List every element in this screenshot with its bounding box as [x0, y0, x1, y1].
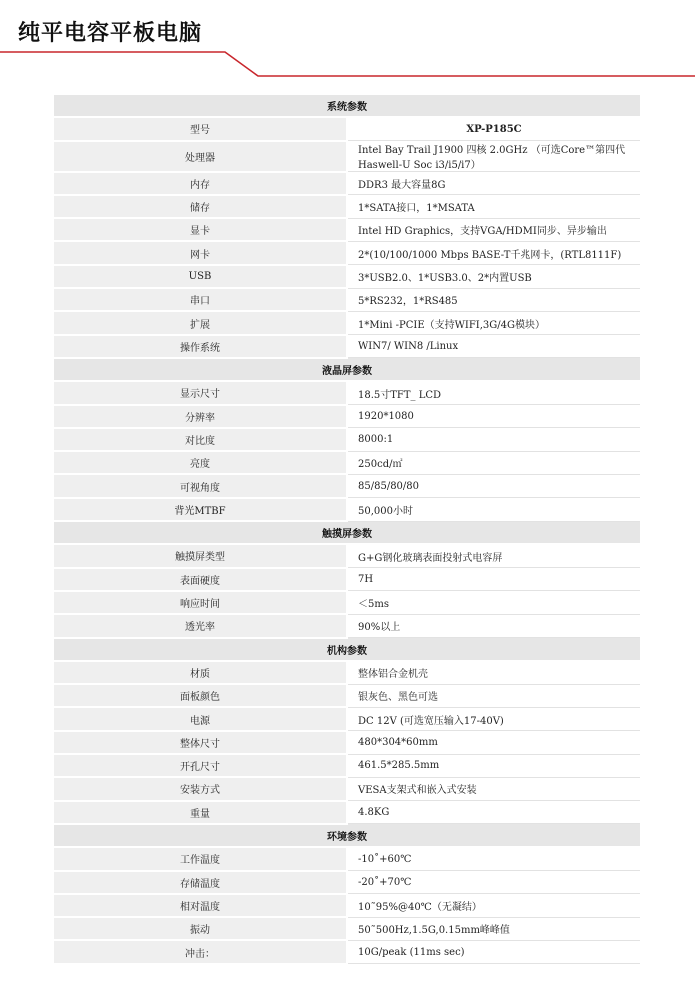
- spec-row: [54, 498, 640, 521]
- spec-row: [54, 265, 640, 288]
- spec-label: 响应时间: [54, 591, 347, 614]
- spec-value: 10G/peak (11ms sec): [347, 940, 640, 963]
- spec-value: 4.8KG: [347, 801, 640, 824]
- spec-value: DDR3 最大容量8G: [347, 172, 640, 195]
- spec-value: G+G钢化玻璃表面投射式电容屏: [347, 544, 640, 567]
- spec-row: [54, 801, 640, 824]
- spec-value: 7H: [347, 568, 640, 591]
- spec-value: 8000:1: [347, 428, 640, 451]
- spec-value: 90%以上: [347, 614, 640, 637]
- spec-value: 10˜95%@40℃（无凝结）: [347, 894, 640, 917]
- spec-label: 可视角度: [54, 474, 347, 497]
- spec-row: [54, 754, 640, 777]
- spec-row: [54, 172, 640, 195]
- spec-label: 储存: [54, 195, 347, 218]
- spec-value: Intel HD Graphics，支持VGA/HDMI同步、异步输出: [347, 218, 640, 241]
- section-header-row: [54, 521, 640, 544]
- spec-row: [54, 405, 640, 428]
- page-title: 纯平电容平板电脑: [18, 20, 203, 46]
- spec-row: [54, 451, 640, 474]
- spec-value: DC 12V (可选宽压输入17-40V): [347, 707, 640, 730]
- spec-row: [54, 195, 640, 218]
- spec-row: [54, 777, 640, 800]
- spec-row: [54, 591, 640, 614]
- spec-row: [54, 428, 640, 451]
- spec-label: 安装方式: [54, 777, 347, 800]
- spec-row: [54, 731, 640, 754]
- spec-value: VESA支架式和嵌入式安装: [347, 777, 640, 800]
- spec-label: 电源: [54, 707, 347, 730]
- spec-label: 扩展: [54, 311, 347, 334]
- spec-value: WIN7/ WIN8 /Linux: [347, 335, 640, 358]
- spec-row: [54, 474, 640, 497]
- spec-label: USB: [54, 265, 347, 288]
- spec-value: 1920*1080: [347, 405, 640, 428]
- spec-label: 材质: [54, 661, 347, 684]
- spec-label: 整体尺寸: [54, 731, 347, 754]
- spec-value: 整体铝合金机壳: [347, 661, 640, 684]
- spec-label: 相对温度: [54, 894, 347, 917]
- spec-row: [54, 311, 640, 334]
- section-heading: 机构参数: [54, 638, 640, 661]
- spec-row: [54, 940, 640, 963]
- spec-table: [54, 95, 640, 965]
- spec-row: [54, 218, 640, 241]
- section-heading: 液晶屏参数: [54, 358, 640, 381]
- spec-label: 型号: [54, 117, 347, 140]
- spec-label: 开孔尺寸: [54, 754, 347, 777]
- spec-row: [54, 917, 640, 940]
- spec-label: 处理器: [54, 141, 347, 172]
- spec-label: 工作温度: [54, 847, 347, 870]
- section-heading: 系统参数: [54, 95, 640, 117]
- section-header-row: [54, 358, 640, 381]
- spec-value: -20˚+70℃: [347, 871, 640, 894]
- spec-label: 网卡: [54, 241, 347, 264]
- spec-row: [54, 241, 640, 264]
- spec-row: [54, 847, 640, 870]
- spec-row: [54, 381, 640, 404]
- spec-label: 冲击：: [54, 940, 347, 963]
- spec-label: 表面硬度: [54, 568, 347, 591]
- spec-label: 显卡: [54, 218, 347, 241]
- spec-value: 1*SATA接口，1*MSATA: [347, 195, 640, 218]
- spec-label: 存储温度: [54, 871, 347, 894]
- spec-row: [54, 141, 640, 172]
- spec-row: [54, 544, 640, 567]
- spec-row: [54, 288, 640, 311]
- spec-value: Intel Bay Trail J1900 四核 2.0GHz （可选Core™第四代 Haswell-U Soc i3/i5/i7）: [347, 141, 640, 172]
- spec-value: -10˚+60℃: [347, 847, 640, 870]
- spec-label: 分辨率: [54, 405, 347, 428]
- spec-label: 显示尺寸: [54, 381, 347, 404]
- spec-label: 振动: [54, 917, 347, 940]
- section-heading: 环境参数: [54, 824, 640, 847]
- spec-label: 面板颜色: [54, 684, 347, 707]
- spec-value: 18.5寸TFT_ LCD: [347, 381, 640, 404]
- section-header-row: [54, 824, 640, 847]
- spec-row: [54, 117, 640, 140]
- spec-value: 1*Mini -PCIE（支持WIFI,3G/4G模块）: [347, 311, 640, 334]
- spec-row: [54, 661, 640, 684]
- spec-row: [54, 894, 640, 917]
- spec-label: 背光MTBF: [54, 498, 347, 521]
- spec-row: [54, 684, 640, 707]
- spec-value: 3*USB2.0、1*USB3.0、2*内置USB: [347, 265, 640, 288]
- spec-value: XP-P185C: [347, 117, 640, 140]
- spec-label: 亮度: [54, 451, 347, 474]
- spec-label: 内存: [54, 172, 347, 195]
- spec-value: 2*(10/100/1000 Mbps BASE-T千兆网卡，(RTL8111F): [347, 241, 640, 264]
- spec-value: 5*RS232，1*RS485: [347, 288, 640, 311]
- spec-value: 85/85/80/80: [347, 474, 640, 497]
- spec-row: [54, 335, 640, 358]
- spec-label: 对比度: [54, 428, 347, 451]
- spec-label: 透光率: [54, 614, 347, 637]
- spec-value: ＜5ms: [347, 591, 640, 614]
- spec-label: 触摸屏类型: [54, 544, 347, 567]
- spec-value: 50˜500Hz,1.5G,0.15mm峰峰值: [347, 917, 640, 940]
- section-header-row: [54, 638, 640, 661]
- spec-row: [54, 707, 640, 730]
- spec-value: 461.5*285.5mm: [347, 754, 640, 777]
- spec-value: 250cd/㎡: [347, 451, 640, 474]
- spec-row: [54, 568, 640, 591]
- spec-row: [54, 871, 640, 894]
- spec-label: 重量: [54, 801, 347, 824]
- spec-row: [54, 614, 640, 637]
- spec-value: 480*304*60mm: [347, 731, 640, 754]
- spec-value: 银灰色、黑色可选: [347, 684, 640, 707]
- spec-value: 50,000小时: [347, 498, 640, 521]
- section-header-row: [54, 95, 640, 117]
- spec-label: 操作系统: [54, 335, 347, 358]
- spec-label: 串口: [54, 288, 347, 311]
- section-heading: 触摸屏参数: [54, 521, 640, 544]
